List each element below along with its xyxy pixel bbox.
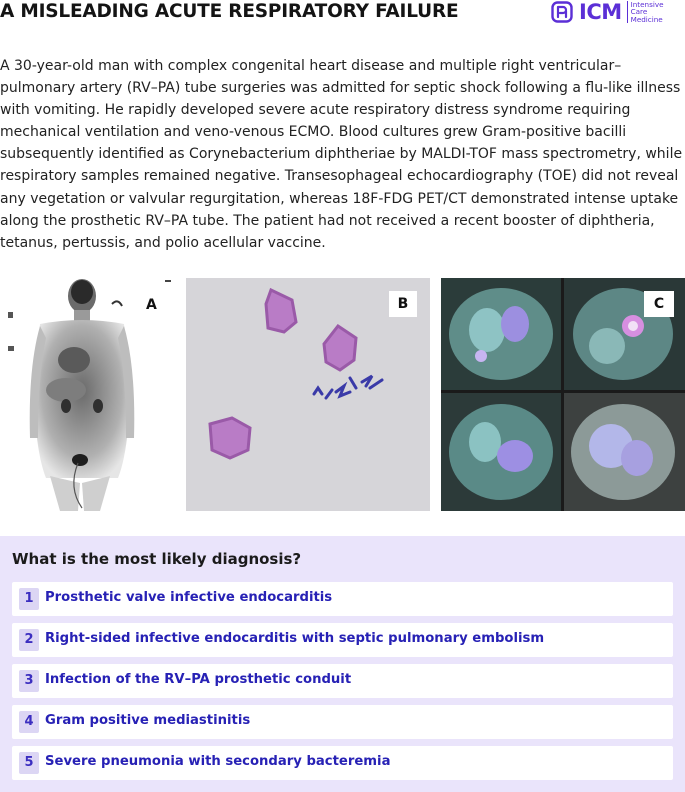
option-text: Gram positive mediastinitis — [45, 713, 251, 728]
panel-b-label: B — [389, 291, 417, 317]
option-text: Prosthetic valve infective endocarditis — [45, 590, 333, 605]
option-text: Infection of the RV–PA prosthetic conduit — [45, 672, 352, 687]
option-number: 5 — [19, 752, 39, 774]
answer-option-1[interactable] — [12, 582, 673, 616]
pet-ct-image — [441, 278, 685, 511]
pet-scan-image — [0, 278, 180, 511]
option-text: Severe pneumonia with secondary bacteremia — [45, 754, 391, 769]
answer-option-5[interactable] — [12, 746, 673, 780]
header — [0, 0, 685, 26]
answer-option-3[interactable] — [12, 664, 673, 698]
panel-c-label: C — [644, 291, 674, 317]
option-number: 3 — [19, 670, 39, 692]
option-text: Right-sided infective endocarditis with septic pulmonary embolism — [45, 631, 545, 646]
page-title: A MISLEADING ACUTE RESPIRATORY FAILURE — [0, 1, 459, 22]
answer-option-4[interactable] — [12, 705, 673, 739]
answer-option-2[interactable] — [12, 623, 673, 657]
quiz-panel — [0, 536, 685, 792]
logo-text: ICM — [579, 0, 622, 24]
gram-stain-image — [186, 278, 430, 511]
icm-logo[interactable] — [551, 0, 664, 24]
logo-subtitle: Intensive Care Medicine — [627, 1, 664, 24]
icm-logo-icon — [551, 1, 573, 23]
option-number: 2 — [19, 629, 39, 651]
quiz-question: What is the most likely diagnosis? — [12, 550, 302, 568]
panel-a-label: A — [146, 297, 157, 313]
option-number: 1 — [19, 588, 39, 610]
option-number: 4 — [19, 711, 39, 733]
case-description: A 30-year-old man with complex congenital heart disease and multiple right ventricular–pulmonary artery (RV–PA) tube surgeries was admitted for septic shock following a flu-like illness with vomiting. He rapidly developed severe acute respiratory distress syndrome requiring mechanical ventilation and veno-venous ECMO. Blood cultures grew Gram-positive bacilli subsequently identified as Corynebacterium diphtheriae by MALDI-TOF mass spectrometry, while respiratory samples remained negative. Transesophageal echocardiography (TOE) did not reveal any vegetation or valvular regurgitation, whereas 18F-FDG PET/CT demonstrated intense uptake along the prosthetic RV–PA tube. The patient had not received a recent booster of diphtheria, tetanus, pertussis, and polio acellular vaccine. — [0, 58, 683, 251]
